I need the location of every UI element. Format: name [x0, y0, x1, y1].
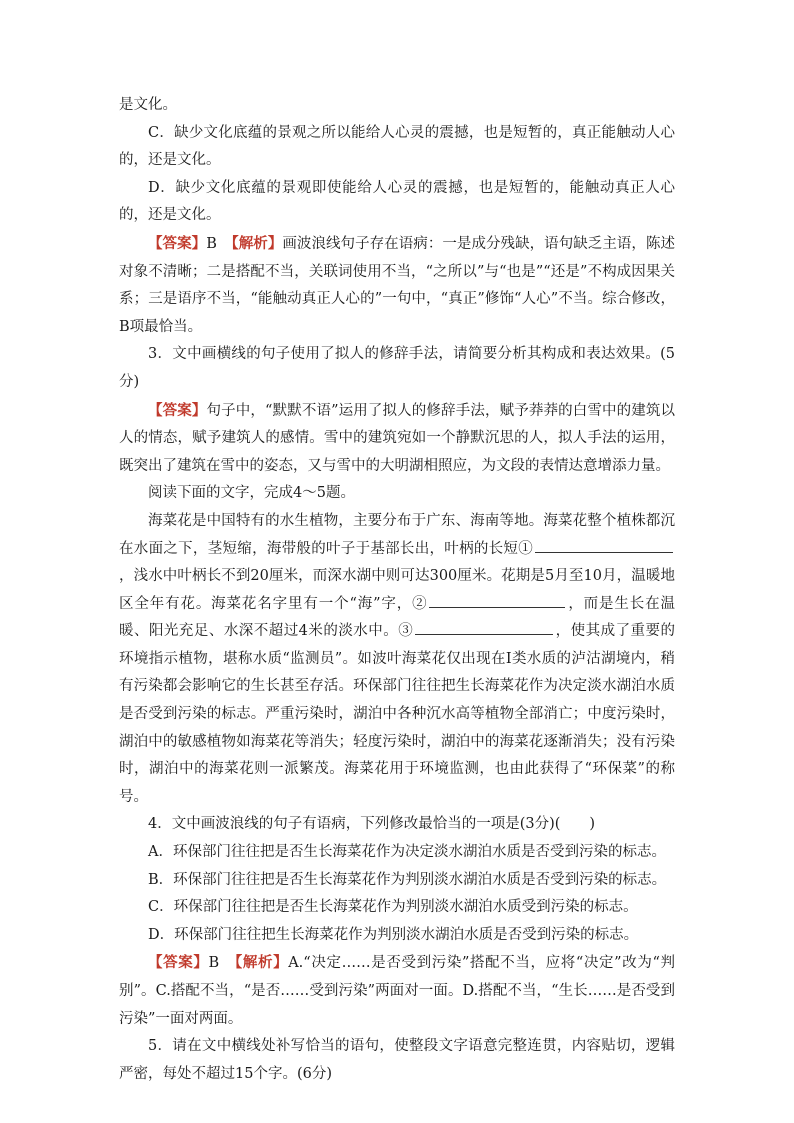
passage-part-3: ，而是生长在温暖、阳光充足、水深不超过4米的淡水中。③ [119, 595, 675, 640]
reading-instruction: 阅读下面的文字，完成4～5题。 [148, 485, 355, 502]
blank-3[interactable] [415, 620, 553, 635]
option-c: C．缺少文化底蕴的景观之所以能给人心灵的震撼，也是短暂的，真正能触动人心的，还是文化。 [119, 124, 675, 169]
document-body [119, 92, 675, 1088]
question-5: 5．请在文中横线处补写恰当的语句，使整段文字语意完整连贯，内容贴切，逻辑严密，每处不超过15个字。(6分) [119, 1038, 675, 1082]
question-4: 4．文中画波浪线的句子有语病，下列修改最恰当的一项是(3分)( ) [148, 816, 596, 833]
option-b-continuation: 是文化。 [119, 97, 177, 113]
answer-3 [119, 397, 675, 481]
answer-tag: 【答案】 [148, 401, 207, 419]
passage [119, 508, 675, 812]
answer-4 [119, 949, 675, 1033]
analysis-tag: 【解析】 [231, 234, 283, 252]
answer-tag: 【答案】 [148, 234, 207, 252]
passage-part-2: ，浅水中叶柄长不到20厘米，而深水湖中则可达300厘米。花期是5月至10月，温暖地区全年有花。海菜花名字里有一个“海”字，② [119, 568, 675, 612]
passage-part-1: 海菜花是中国特有的水生植物，主要分布于广东、海南等地。海菜花整个植株都沉在水面之下，茎短缩，海带般的叶子于基部长出，叶柄的长短① [119, 512, 675, 557]
answer-letter: B [206, 235, 232, 252]
question-4-option-b: B．环保部门往往把是否生长海菜花作为判别淡水湖泊水质是否受到污染的标志。 [148, 871, 667, 888]
question-4-option-d: D．环保部门往往把生长海菜花作为判别淡水湖泊水质是否受到污染的标志。 [148, 926, 639, 943]
analysis-text: 画波浪线句子存在语病：一是成分残缺，语句缺乏主语，陈述对象不清晰；二是搭配不当，关联词使用不当，“之所以”与“也是”“还是”不构成因果关系；三是语序不当，“能触动真正人心的”一句中，“真正”修饰“人心”不当。综合修改，B项最恰当。 [119, 235, 676, 335]
option-d: D．缺少文化底蕴的景观即使能给人心灵的震撼，也是短暂的，能触动真正人心的，还是文化。 [119, 179, 675, 224]
analysis-text: A.“决定……是否受到污染”搭配不当，应将“决定”改为“判别”。C.搭配不当，“是否……受到污染”两面对一面。D.搭配不当，“生长……是否受到污染”一面对两面。 [119, 955, 676, 1027]
question-4-option-c: C．环保部门往往把是否生长海菜花作为判别淡水湖泊水质受到污染的标志。 [148, 899, 638, 916]
answer-text: 句子中，“默默不语”运用了拟人的修辞手法，赋予莽莽的白雪中的建筑以人的情态，赋予建筑人的感情。雪中的建筑宛如一个静默沉思的人，拟人手法的运用，既突出了建筑在雪中的姿态，又与雪中的大明湖相照应，为文段的表情达意增添力量。 [119, 402, 676, 474]
blank-1[interactable] [535, 538, 673, 553]
analysis-tag: 【解析】 [234, 954, 289, 972]
passage-part-4: ，使其成了重要的环境指示植物，堪称水质“监测员”。如波叶海菜花仅出现在Ⅰ类水质的泸沽湖境内，稍有污染都会影响它的生长甚至存活。环保部门往往把生长海菜花作为决定淡水湖泊水质是否受到污染的标志。严重污染时，湖泊中各种沉水高等植物全部消亡；中度污染时，湖泊中的敏感植物如海菜花等消失；轻度污染时，湖泊中的海菜花逐渐消失；没有污染时，湖泊中的海菜花则一派繁茂。海菜花用于环境监测，也由此获得了“环保菜”的称号。 [119, 623, 675, 805]
answer-2 [119, 230, 675, 341]
blank-2[interactable] [429, 593, 565, 608]
question-4-option-a: A．环保部门往往把是否生长海菜花作为决定淡水湖泊水质是否受到污染的标志。 [148, 844, 666, 861]
answer-tag: 【答案】 [148, 954, 209, 972]
answer-letter: B [208, 955, 235, 972]
question-3: 3．文中画横线的句子使用了拟人的修辞手法，请简要分析其构成和表达效果。(5分) [119, 346, 675, 390]
